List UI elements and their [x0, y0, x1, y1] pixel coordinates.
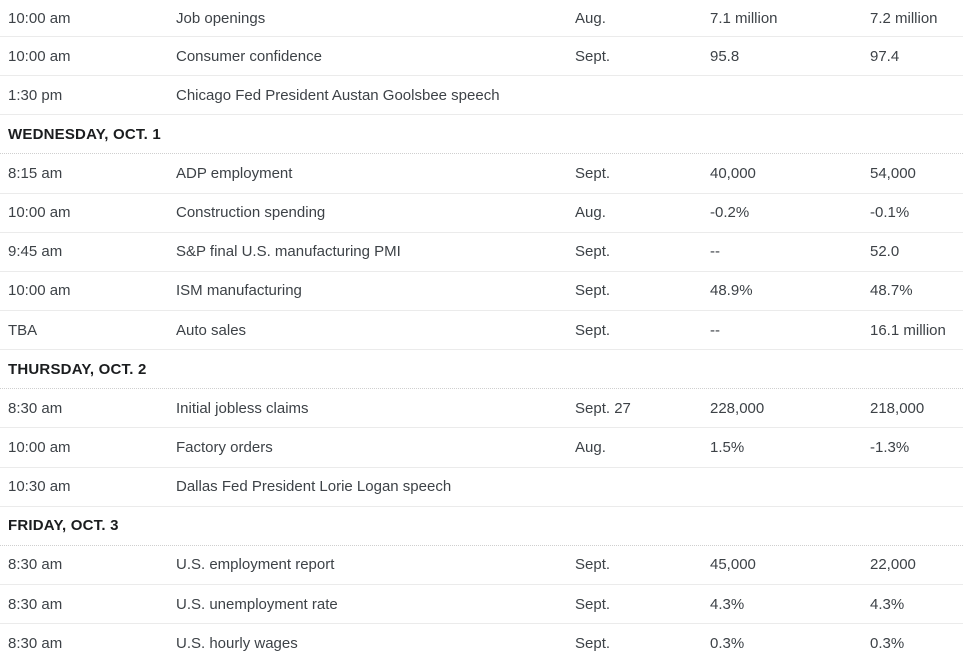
event-report: U.S. unemployment rate	[176, 595, 338, 613]
event-report: U.S. employment report	[176, 556, 335, 574]
event-report: Dallas Fed President Lorie Logan speech	[176, 478, 452, 496]
event-forecast: 7.1 million	[710, 9, 778, 27]
event-time: 8:30 am	[8, 595, 63, 613]
event-row	[0, 194, 963, 233]
day-header-label: THURSDAY, OCT. 2	[8, 360, 147, 378]
event-row	[0, 468, 963, 507]
event-report: U.S. hourly wages	[176, 634, 298, 652]
event-report: ISM manufacturing	[176, 282, 302, 300]
event-report: S&P final U.S. manufacturing PMI	[176, 243, 401, 261]
event-time: 1:30 pm	[8, 86, 63, 104]
event-period: Aug.	[575, 438, 606, 456]
event-time: 10:00 am	[8, 282, 71, 300]
event-previous: 218,000	[870, 399, 925, 417]
day-header-label: WEDNESDAY, OCT. 1	[8, 125, 161, 143]
event-previous: 4.3%	[870, 595, 905, 613]
event-time: 10:00 am	[8, 47, 71, 65]
event-report: ADP employment	[176, 164, 293, 182]
event-forecast: 45,000	[710, 556, 756, 574]
event-time: 9:45 am	[8, 243, 63, 261]
event-period: Sept.	[575, 556, 611, 574]
event-row	[0, 233, 963, 272]
event-time: TBA	[8, 321, 38, 339]
event-time: 10:00 am	[8, 9, 71, 27]
event-report: Factory orders	[176, 438, 273, 456]
event-time: 10:00 am	[8, 438, 71, 456]
day-header-row	[0, 507, 963, 546]
event-time: 8:15 am	[8, 164, 63, 182]
event-period: Aug.	[575, 204, 606, 222]
event-period: Sept.	[575, 595, 611, 613]
event-row	[0, 154, 963, 193]
event-time: 8:30 am	[8, 634, 63, 652]
event-forecast: --	[710, 321, 720, 339]
event-row	[0, 546, 963, 585]
event-previous: 22,000	[870, 556, 916, 574]
event-forecast: 4.3%	[710, 595, 745, 613]
event-report: Consumer confidence	[176, 47, 322, 65]
event-forecast: -0.2%	[710, 204, 750, 222]
event-forecast: 228,000	[710, 399, 765, 417]
day-header-row	[0, 350, 963, 389]
event-row	[0, 76, 963, 115]
event-forecast: 48.9%	[710, 282, 753, 300]
event-previous: 97.4	[870, 47, 900, 65]
event-report: Initial jobless claims	[176, 399, 309, 417]
event-report: Auto sales	[176, 321, 247, 339]
event-forecast: 40,000	[710, 164, 756, 182]
event-period: Sept.	[575, 282, 611, 300]
event-report: Job openings	[176, 9, 266, 27]
event-previous: 16.1 million	[870, 321, 946, 339]
event-previous: -0.1%	[870, 204, 910, 222]
event-previous: 54,000	[870, 164, 916, 182]
day-header-label: FRIDAY, OCT. 3	[8, 517, 119, 535]
event-previous: -1.3%	[870, 438, 910, 456]
event-row	[0, 428, 963, 467]
day-header-row	[0, 115, 963, 154]
event-period: Sept.	[575, 634, 611, 652]
event-previous: 0.3%	[870, 634, 905, 652]
event-period: Sept. 27	[575, 399, 631, 417]
event-time: 8:30 am	[8, 556, 63, 574]
event-time: 10:30 am	[8, 478, 71, 496]
event-row	[0, 272, 963, 311]
event-period: Sept.	[575, 321, 611, 339]
event-previous: 7.2 million	[870, 9, 938, 27]
event-row	[0, 0, 963, 37]
event-forecast: --	[710, 243, 720, 261]
event-row	[0, 389, 963, 428]
event-period: Aug.	[575, 9, 606, 27]
event-time: 8:30 am	[8, 399, 63, 417]
event-forecast: 0.3%	[710, 634, 745, 652]
event-period: Sept.	[575, 164, 611, 182]
event-period: Sept.	[575, 243, 611, 261]
event-time: 10:00 am	[8, 204, 71, 222]
event-report: Chicago Fed President Austan Goolsbee speech	[176, 86, 500, 104]
event-forecast: 1.5%	[710, 438, 745, 456]
event-row	[0, 585, 963, 624]
event-period: Sept.	[575, 47, 611, 65]
event-row	[0, 311, 963, 350]
event-row	[0, 37, 963, 76]
event-forecast: 95.8	[710, 47, 740, 65]
event-report: Construction spending	[176, 204, 326, 222]
event-row	[0, 624, 963, 662]
event-previous: 52.0	[870, 243, 900, 261]
event-previous: 48.7%	[870, 282, 913, 300]
